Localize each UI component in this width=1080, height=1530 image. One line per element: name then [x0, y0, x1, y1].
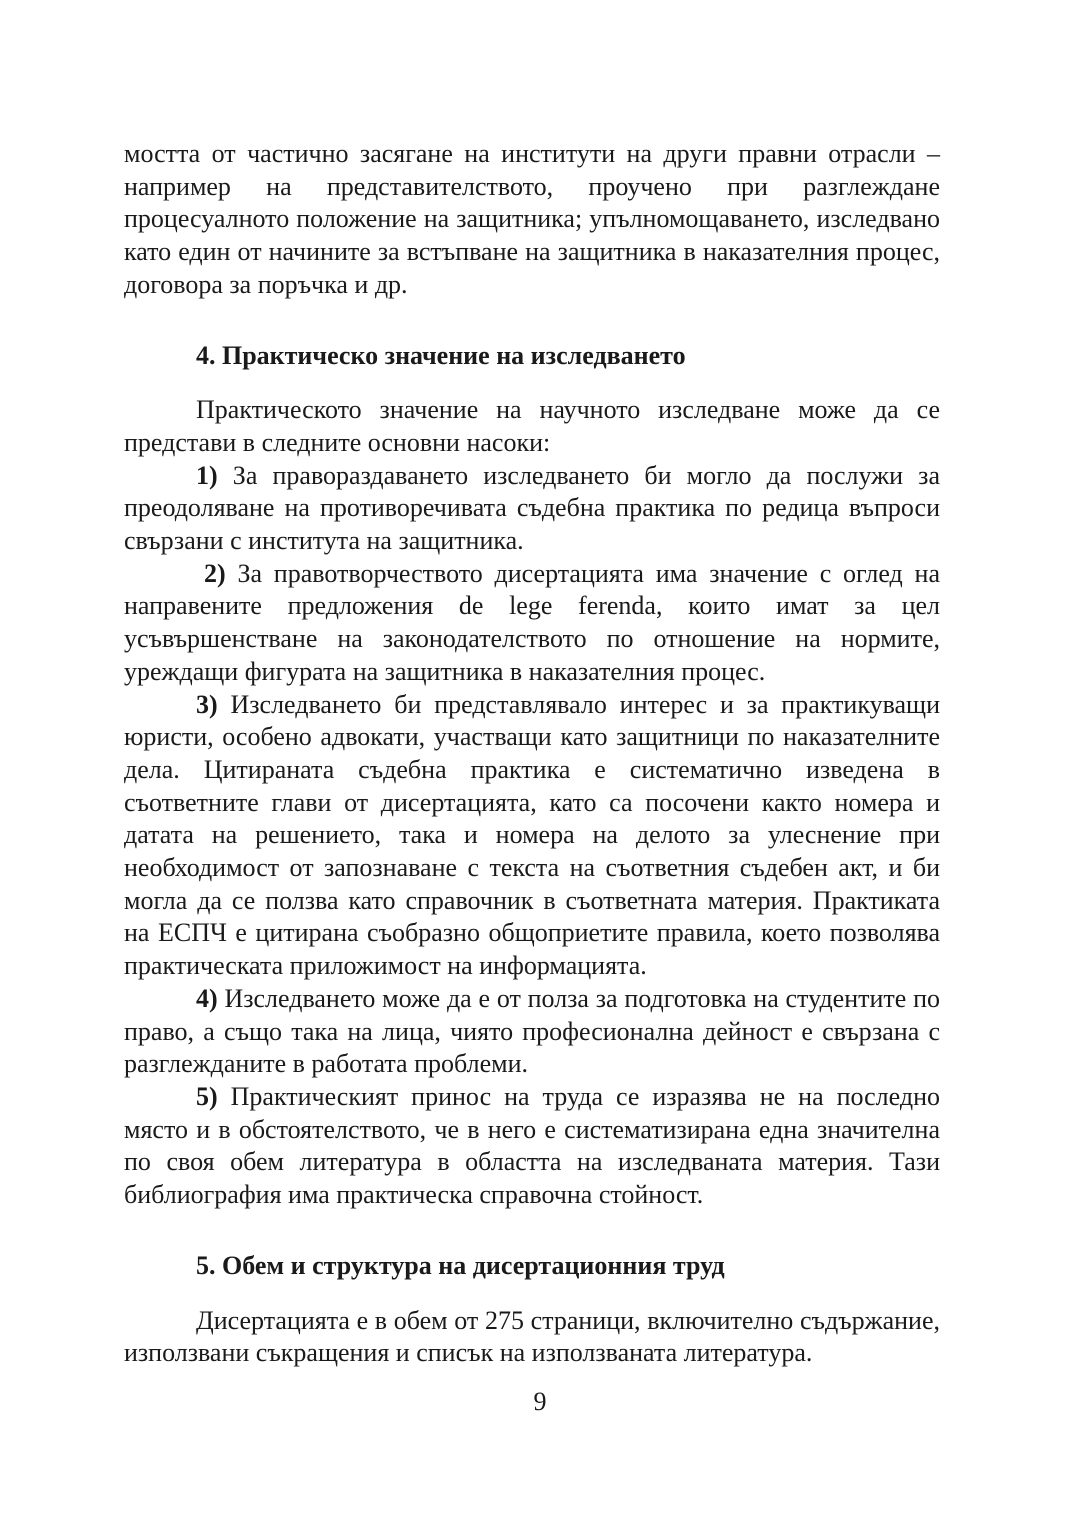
page-number: 9 — [533, 1387, 547, 1416]
section-4-heading: 4. Практическо значение на изследването — [196, 340, 686, 370]
spacer — [124, 1283, 940, 1305]
spacer — [124, 372, 940, 394]
list-item-5 — [124, 1081, 940, 1212]
continuation-paragraph: мостта от частично засягане на институти на други правни отрасли – например на представителството, проучено при разглеждане процесуалното положение на защитника; упълномощаването, изследвано като един от начините за встъпване на защитника в наказателния процес, договора за поръчка и др. — [124, 139, 940, 299]
list-item-text: За правораздаването изследването би могло да послужи за преодоляване на противоречивата съдебна практика по редица въпроси свързани с института на защитника. — [124, 460, 940, 556]
list-item-number: 1) — [196, 460, 218, 490]
list-item-1 — [124, 460, 940, 558]
section-4-intro: Практическото значение на научното изследване може да се представи в следните основни насоки: — [124, 395, 940, 457]
list-item-number: 4) — [196, 983, 218, 1013]
section-5-heading: 5. Обем и структура на дисертационния труд — [196, 1250, 725, 1280]
list-item-number: 5) — [196, 1081, 218, 1111]
list-item-text: За правотворчеството дисертацията има значение с оглед на направените предложения de lege ferenda, които имат за цел усъвършенстване на законодателството по отношение на нормите, уреждащи фигурата на защитника в наказателния процес. — [124, 558, 940, 686]
document-page — [124, 138, 940, 1370]
list-item-number: 3) — [196, 689, 218, 719]
list-item-text: Изследването може да е от полза за подготовка на студентите по право, а също така на лица, чиято професионална дейност е свързана с разглежданите в работата проблеми. — [124, 983, 940, 1079]
list-item-text: Изследването би представлявало интерес и за практикуващи юристи, особено адвокати, участващи като защитници по наказателните дела. Цитираната съдебна практика е систематично изведена в съответните глави от дисертацията, като са посочени както номера и датата на решението, така и номера на делото за улеснение при необходимост от запознаване с текста на съответния съдебен акт, и би могла да се ползва като справочник в съответната материя. Практиката на ЕСПЧ е цитирана съобразно общоприетите правила, което позволява практическата приложимост на информацията. — [124, 689, 940, 981]
list-item-3 — [124, 689, 940, 983]
section-5-intro: Дисертацията е в обем от 275 страници, включително съдържание, използвани съкращения и списък на използваната литература. — [124, 1305, 940, 1368]
list-item-4 — [124, 983, 940, 1081]
list-item-text: Практическият принос на труда се изразява не на последно място и в обстоятелството, че в него е систематизирана една значителна по своя обем литература в областта на изследваната материя. Тази библиография има практическа справочна стойност. — [124, 1081, 941, 1210]
spacer — [124, 1212, 940, 1250]
spacer — [124, 302, 940, 340]
list-item-2 — [124, 558, 940, 689]
list-item-number: 2) — [204, 558, 226, 588]
